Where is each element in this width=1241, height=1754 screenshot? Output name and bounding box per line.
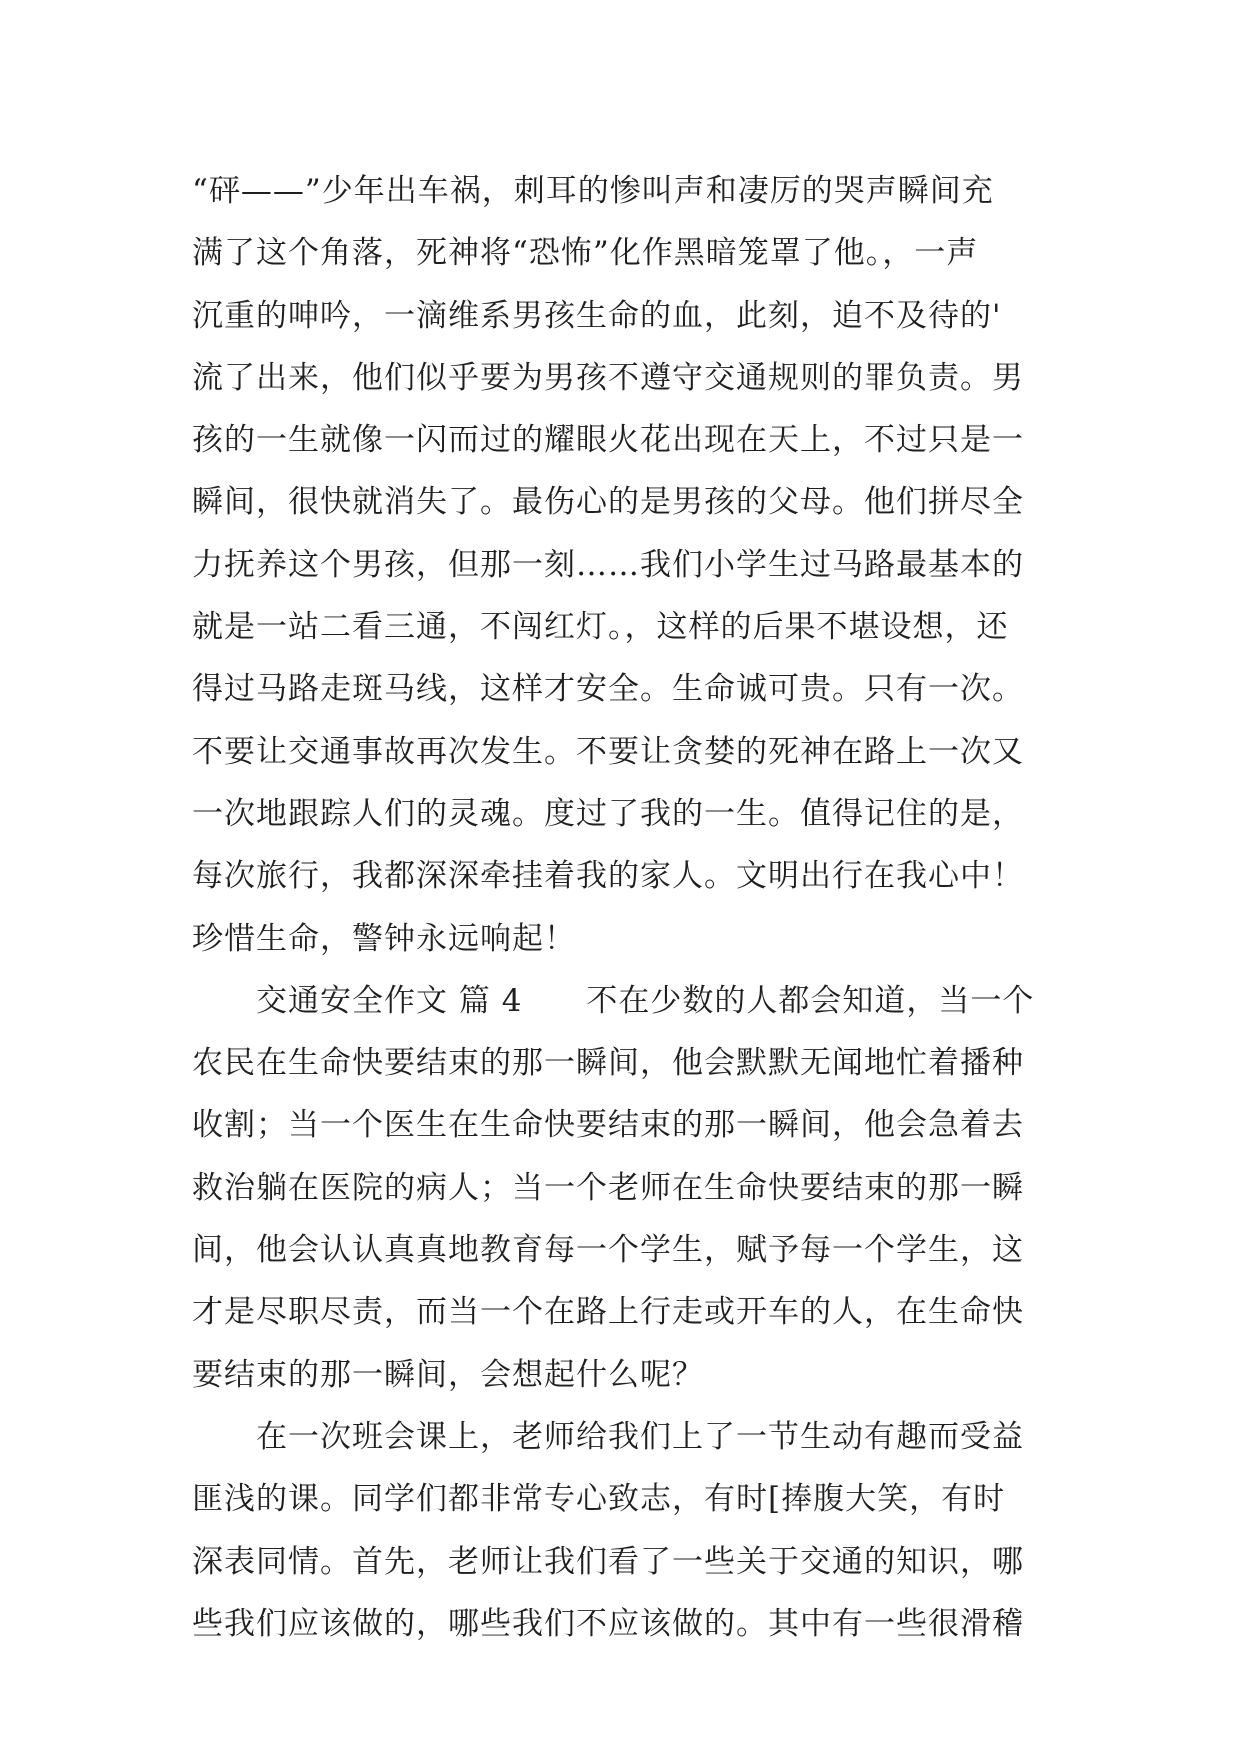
text-line: 些我们应该做的，哪些我们不应该做的。其中有一些很滑稽 [192,1605,1024,1642]
text-line: 要结束的那一瞬间，会想起什么呢？ [192,1356,704,1393]
text-line: 一次地跟踪人们的灵魂。度过了我的一生。值得记住的是， [192,795,1024,832]
text-line: 力抚养这个男孩，但那一刻……我们小学生过马路最基本的 [192,546,1024,583]
text-line: 不要让交通事故再次发生。不要让贪婪的死神在路上一次又 [192,733,1024,770]
text-line: 流了出来，他们似乎要为男孩不遵守交通规则的罪负责。男 [192,359,1024,396]
text-line: 满了这个角落，死神将“恐怖”化作黑暗笼罩了他。，一声 [192,235,979,272]
essay-text [192,160,1052,1655]
text-line: “砰——”少年出车祸，刺耳的惨叫声和凄厉的哭声瞬间充 [192,173,994,209]
text-line: 珍惜生命，警钟永远响起！ [192,920,576,957]
text-line: 深表同情。首先，老师让我们看了一些关于交通的知识，哪 [192,1543,1024,1580]
text-line: 收割；当一个医生在生命快要结束的那一瞬间，他会急着去 [192,1107,1024,1144]
text-line: 沉重的呻吟，一滴维系男孩生命的血，此刻，迫不及待的' [192,297,1002,334]
text-line: 孩的一生就像一闪而过的耀眼火花出现在天上，不过只是一 [192,422,1024,459]
text-line: 间，他会认认真真地教育每一个学生，赋予每一个学生，这 [192,1232,1024,1269]
text-line: 农民在生命快要结束的那一瞬间，他会默默无闻地忙着播种 [192,1045,1024,1082]
section-heading-line: 交通安全作文 篇 4 不在少数的人都会知道，当一个 [192,982,1035,1019]
text-line: 瞬间，很快就消失了。最伤心的是男孩的父母。他们拼尽全 [192,484,1024,521]
text-line: 就是一站二看三通，不闯红灯。，这样的后果不堪设想，还 [192,609,1009,646]
text-line: 得过马路走斑马线，这样才安全。生命诚可贵。只有一次。 [192,671,1024,708]
text-line: 才是尽职尽责，而当一个在路上行走或开车的人，在生命快 [192,1294,1024,1331]
text-line: 每次旅行，我都深深牵挂着我的家人。文明出行在我心中！ [192,858,1024,895]
text-line: 救治躺在医院的病人；当一个老师在生命快要结束的那一瞬 [192,1169,1024,1206]
text-line: 匪浅的课。同学们都非常专心致志，有时[捧腹大笑，有时 [192,1481,1006,1518]
text-line: 在一次班会课上，老师给我们上了一节生动有趣而受益 [192,1418,1024,1455]
